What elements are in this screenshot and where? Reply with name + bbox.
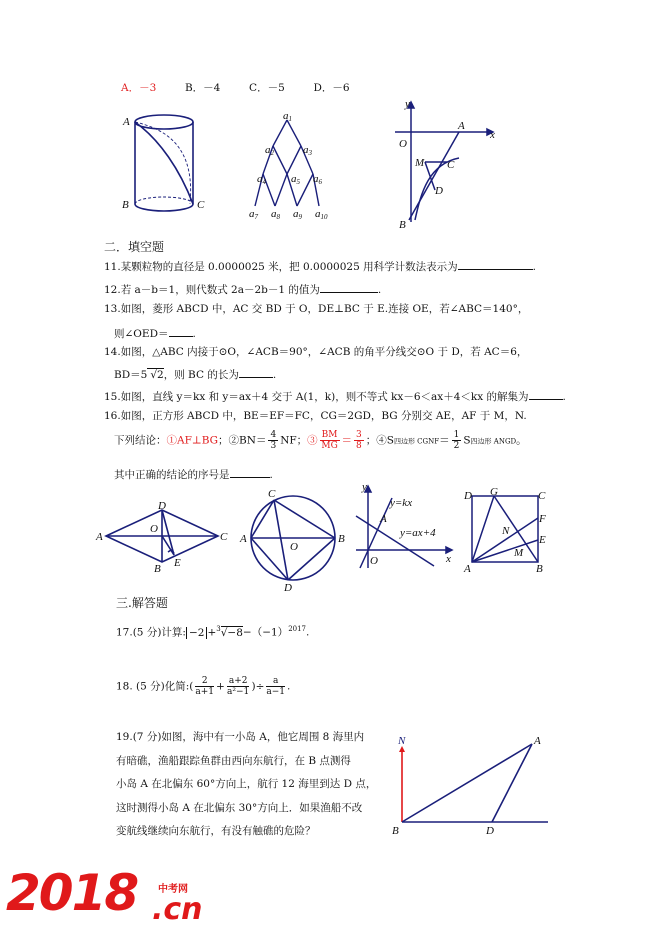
svg-text:a3: a3 [303, 144, 312, 157]
svg-text:B: B [399, 219, 406, 231]
option-d: D．－6 [313, 82, 350, 94]
svg-text:E: E [539, 534, 546, 546]
svg-text:A: A [464, 563, 471, 575]
option-c: C．－5 [249, 82, 285, 94]
question-13-line2: 则∠OED＝ . [114, 325, 196, 341]
option-a: A．－3 [121, 82, 157, 94]
question-18: 18. (5 分)化简:( $\frac{2}{a+1}$ + $\frac{a+2}{\text{a²−1}}$ )÷ $\frac{a}{a-1}$ . [116, 676, 291, 697]
svg-text:B: B [338, 533, 345, 545]
svg-text:O: O [290, 541, 298, 553]
svg-text:M: M [415, 157, 425, 169]
svg-text:C: C [268, 488, 276, 500]
section-title-fill: 二．填空题 [104, 240, 165, 254]
question-14-line1: 14.如图，△ABC 内接于⊙O，∠ACB＝90°，∠ACB 的角平分线交⊙O 于 D，若 AC＝6， [104, 346, 528, 358]
label-A: A [123, 116, 130, 128]
question-14-line2: BD＝5 √2，则 BC 的长为 . [114, 366, 276, 382]
question-11: 11.某颗粒物的直径是 0.0000025 米，把 0.0000025 用科学计数法表示为 . [104, 258, 536, 274]
logo-tag: 中考网 [158, 884, 188, 895]
svg-text:y: y [362, 481, 367, 493]
svg-text:F: F [539, 513, 546, 525]
question-16-conclusions: 下列结论：①AF⊥BG；②BN＝ $\frac{4}{3}$ NF；③ $\frac{BM}{MG}$ ＝ $\frac{3}{8}$ ；④S四边形 CGNF＝ $\frac{1}{2}$ S四边形 ANGD。 [114, 430, 527, 451]
svg-text:N: N [398, 735, 406, 747]
figure-graph [395, 98, 500, 231]
logo-suffix: .cn [152, 892, 203, 927]
svg-text:O: O [370, 555, 378, 567]
svg-text:a2: a2 [265, 144, 274, 157]
svg-text:D: D [435, 185, 443, 197]
svg-text:A: A [534, 735, 541, 747]
svg-text:D: D [284, 582, 292, 594]
question-12: 12.若 a－b＝1，则代数式 2a－2b－1 的值为 . [104, 281, 381, 297]
svg-text:y=ax+4: y=ax+4 [400, 527, 436, 539]
svg-text:a9: a9 [293, 208, 302, 221]
svg-text:A: A [96, 531, 103, 543]
svg-text:B: B [536, 563, 543, 575]
question-16-line1: 16.如图，正方形 ABCD 中，BE＝EF＝FC，CG＝2GD，BG 分别交 AE，AF 于 M，N. [104, 410, 527, 422]
figure-square [462, 486, 552, 576]
figure-circle [238, 488, 348, 593]
question-17: 17.(5 分)计算: $-2 +^3√-8-(-1)^{2017}$. [116, 625, 310, 639]
figure-cylinder [120, 110, 210, 220]
svg-text:M: M [514, 547, 524, 559]
option-b: B．－4 [184, 82, 221, 94]
logo-year: 2018 [6, 864, 138, 922]
svg-text:D: D [464, 490, 472, 502]
svg-text:a8: a8 [271, 208, 280, 221]
svg-text:A: A [240, 533, 247, 545]
label-C: C [197, 199, 205, 211]
svg-text:x: x [490, 129, 495, 141]
svg-text:A: A [380, 513, 387, 525]
svg-text:a5: a5 [291, 173, 300, 186]
svg-text:A: A [458, 120, 465, 132]
svg-text:O: O [150, 523, 158, 535]
svg-text:B: B [392, 825, 399, 837]
svg-text:C: C [447, 159, 455, 171]
svg-text:C: C [538, 490, 546, 502]
label-B: B [122, 199, 129, 211]
svg-text:D: D [486, 825, 494, 837]
svg-text:D: D [158, 500, 166, 512]
question-19: 19.(7 分)如图，海中有一小岛 A，他它周围 8 海里内 有暗礁，渔船跟踪鱼群由西向东航行，在 B 点测得 小岛 A 在北偏东 60°方向上，航行 12 海里到达 D 点， 这时测得小岛 A 在北偏东 30°方向上．如果渔船不改 变航线继续向东航行，有没有触礁的危险？ [116, 731, 377, 837]
svg-text:a10: a10 [315, 208, 328, 221]
svg-text:y: y [405, 98, 410, 110]
svg-text:O: O [399, 138, 407, 150]
section-title-solve: 三.解答题 [116, 596, 168, 610]
question-16-line3: 其中正确的结论的序号是 . [114, 466, 273, 482]
svg-text:a1: a1 [283, 110, 292, 123]
svg-text:C: C [220, 531, 228, 543]
question-15: 15.如图，直线 y＝kx 和 y＝ax＋4 交于 A(1，k)，则不等式 kx－6＜ax＋4＜kx 的解集为 . [104, 388, 566, 404]
svg-text:B: B [154, 563, 161, 575]
svg-text:a7: a7 [249, 208, 258, 221]
site-logo [6, 864, 137, 922]
svg-text:x: x [446, 553, 451, 565]
options-row [121, 81, 350, 95]
svg-text:E: E [174, 557, 181, 569]
figure-lines [352, 481, 457, 579]
svg-text:a6: a6 [313, 173, 322, 186]
svg-text:a4: a4 [257, 173, 266, 186]
figure-rhombus [94, 500, 234, 575]
svg-text:G: G [490, 486, 498, 498]
question-13-line1: 13.如图，菱形 ABCD 中，AC 交 BD 于 O，DE⊥BC 于 E.连接 OE，若∠ABC＝140°， [104, 303, 529, 315]
figure-ship [392, 730, 552, 840]
svg-text:N: N [502, 525, 510, 537]
svg-text:y=kx: y=kx [390, 497, 413, 509]
figure-tree [245, 108, 335, 223]
